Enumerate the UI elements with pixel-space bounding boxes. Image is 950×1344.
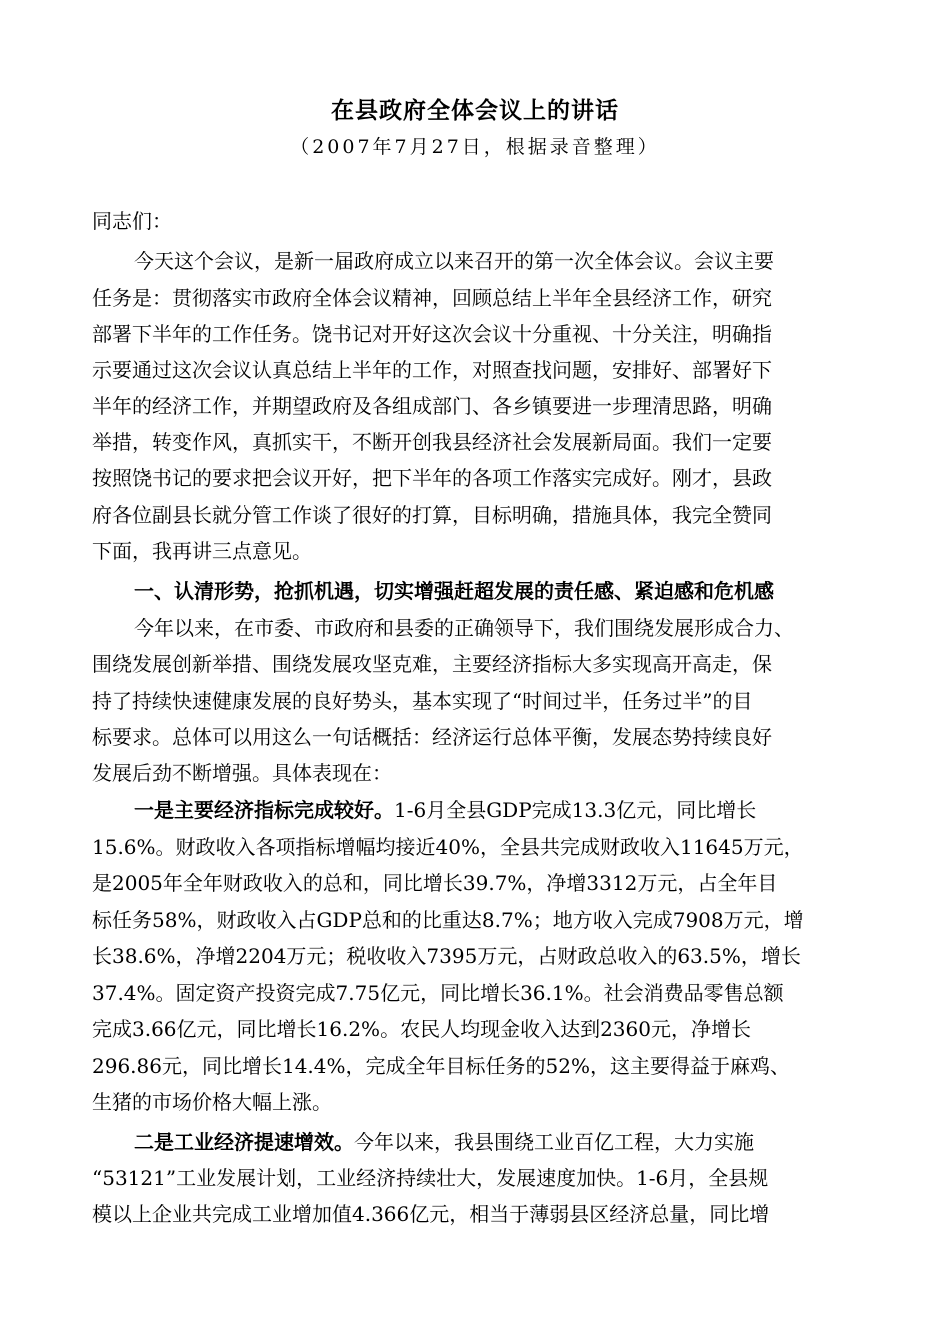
paragraph-line: 发展后劲不断增强。具体表现在：: [92, 761, 392, 785]
paragraph-line: 府各位副县长就分管工作谈了很好的打算，目标明确，措施具体，我完全赞同: [92, 503, 772, 527]
paragraph-line: 按照饶书记的要求把会议开好，把下半年的各项工作落实完成好。刚才，县政: [92, 466, 772, 490]
paragraph-line: [134, 1124, 754, 1160]
paragraph-line: 部署下半年的工作任务。饶书记对开好这次会议十分重视、十分关注，明确指: [92, 322, 772, 346]
paragraph-line: 举措，转变作风，真抓实干，不断开创我县经济社会发展新局面。我们一定要: [92, 430, 772, 454]
paragraph-line: 模以上企业共完成工业增加值4.366亿元，相当于薄弱县区经济总量，同比增: [92, 1202, 770, 1226]
document-title: 在县政府全体会议上的讲话: [331, 97, 619, 124]
paragraph-lead: 二是工业经济提速增效。: [134, 1130, 354, 1154]
paragraph-text: 1-6月全县GDP完成13.3亿元，同比增长: [394, 798, 757, 822]
paragraph-line: 完成3.66亿元，同比增长16.2%。农民人均现金收入达到2360元，净增长: [92, 1017, 751, 1041]
paragraph-line: 今年以来，在市委、市政府和县委的正确领导下，我们围绕发展形成合力、: [134, 616, 794, 640]
paragraph-lead: 一是主要经济指标完成较好。: [134, 798, 394, 822]
paragraph-line: 37.4%。固定资产投资完成7.75亿元，同比增长36.1%。社会消费品零售总额: [92, 981, 784, 1005]
paragraph-line: 标要求。总体可以用这么一句话概括：经济运行总体平衡，发展态势持续良好: [92, 725, 772, 749]
paragraph-line: 296.86元，同比增长14.4%，完成全年目标任务的52%，这主要得益于麻鸡、: [92, 1054, 790, 1078]
paragraph-line: [134, 792, 756, 828]
paragraph-line: 围绕发展创新举措、围绕发展攻坚克难，主要经济指标大多实现高开高走，保: [92, 652, 772, 676]
paragraph-line: 15.6%。财政收入各项指标增幅均接近40%，全县共完成财政收入11645万元，: [92, 835, 804, 859]
paragraph-line: “53121”工业发展计划，工业经济持续壮大，发展速度加快。1-6月，全县规: [92, 1166, 769, 1190]
paragraph-line: 是2005年全年财政收入的总和，同比增长39.7%，净增3312万元，占全年目: [92, 871, 778, 895]
paragraph-line: 标任务58%，财政收入占GDP总和的比重达8.7%；地方收入完成7908万元，增: [92, 908, 804, 932]
paragraph-line: 生猪的市场价格大幅上涨。: [92, 1090, 332, 1114]
paragraph-text: 今年以来，我县围绕工业百亿工程，大力实施: [354, 1130, 754, 1154]
paragraph-line: 今天这个会议，是新一届政府成立以来召开的第一次全体会议。会议主要: [134, 249, 774, 273]
paragraph-line: 任务是：贯彻落实市政府全体会议精神，回顾总结上半年全县经济工作，研究: [92, 286, 772, 310]
document-subtitle: （2007年7月27日，根据录音整理）: [290, 136, 660, 158]
paragraph-line: 半年的经济工作，并期望政府及各组成部门、各乡镇要进一步理清思路，明确: [92, 394, 772, 418]
section-heading: 一、认清形势，抢抓机遇，切实增强赶超发展的责任感、紧迫感和危机感: [134, 579, 774, 603]
paragraph-line: 下面，我再讲三点意见。: [92, 539, 312, 563]
salutation: 同志们：: [92, 209, 172, 233]
paragraph-line: 示要通过这次会议认真总结上半年的工作，对照查找问题，安排好、部署好下: [92, 358, 772, 382]
paragraph-line: 长38.6%，净增2204万元；税收收入7395万元，占财政总收入的63.5%，增长: [92, 944, 801, 968]
paragraph-line: 持了持续快速健康发展的良好势头，基本实现了“时间过半，任务过半”的目: [92, 689, 753, 713]
